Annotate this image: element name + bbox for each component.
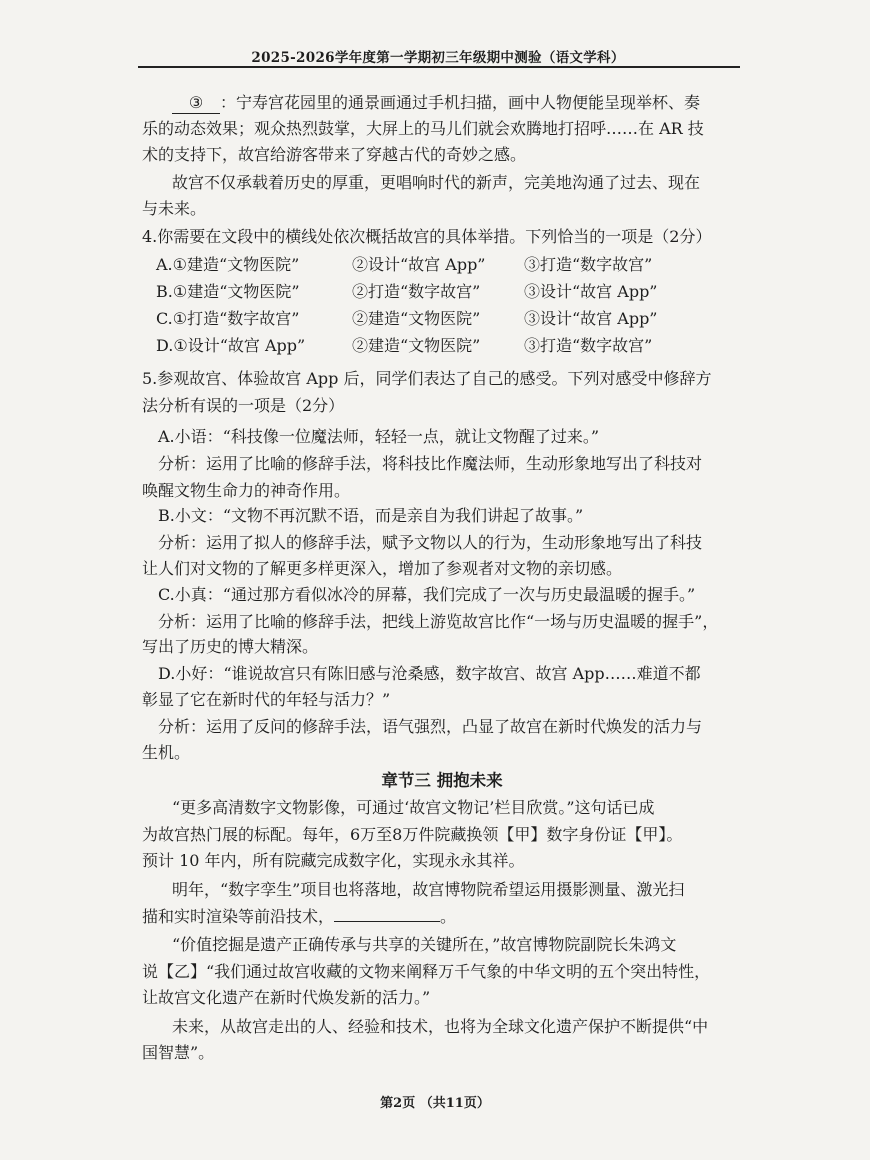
ch3-p1-line-2: 为故宫热门展的标配。每年，6万至8万件院藏换领【甲】数字身份证【甲】。: [142, 825, 683, 844]
ch3-p3-line-3: 让故宫文化遗产在新时代焕发新的活力。”: [142, 988, 431, 1007]
q5-option-d-analysis: 分析：运用了反问的修辞手法，语气强烈，凸显了故宫在新时代焕发的活力与: [158, 717, 703, 736]
chapter-3-title: 章节三 拥抱未来: [381, 771, 503, 790]
q5-option-a-analysis: 分析：运用了比喻的修辞手法，将科技比作魔法师，生动形象地写出了科技对: [158, 454, 703, 473]
intro-line-5: 与未来。: [142, 199, 207, 218]
q5-option-b-analysis: 分析：运用了拟人的修辞手法，赋予文物以人的行为，生动形象地写出了科技: [158, 533, 703, 552]
intro-line-2: 乐的动态效果；观众热烈鼓掌，大屏上的马儿们就会欢腾地打招呼……在 AR 技: [142, 119, 704, 138]
q5-option-d-quote: D.小好：“谁说故宫只有陈旧感与沧桑感，数字故宫、故宫 App……难道不都: [158, 664, 701, 683]
q4-stem: 4.你需要在文段中的横线处依次概括故宫的具体举措。下列恰当的一项是（2分）: [142, 227, 712, 246]
intro-line-1: ③ ：宁寿宫花园里的通景画通过手机扫描，画中人物便能呈现举杯、奏: [172, 90, 772, 116]
q5-option-c-quote: C.小真：“通过那方看似冰冷的屏幕，我们完成了一次与历史最温暖的握手。”: [158, 585, 696, 604]
page-header: 2025-2026学年度第一学期初三年级期中测验（语文学科）: [251, 50, 625, 66]
ch3-p1-line-3: 预计 10 年内，所有院藏完成数字化，实现永永其祥。: [142, 851, 525, 870]
page-footer: 第2页 （共11页）: [380, 1096, 490, 1111]
answer-blank[interactable]: [334, 907, 440, 922]
q5-option-b-quote: B.小文：“文物不再沉默不语，而是亲自为我们讲起了故事。”: [158, 506, 584, 525]
intro-line-4: 故宫不仅承载着历史的厚重，更唱响时代的新声，完美地沟通了过去、现在: [172, 173, 701, 192]
ch3-p4-line-1: 未来，从故宫走出的人、经验和技术，也将为全球文化遗产保护不断提供“中: [172, 1017, 709, 1036]
q5-option-c-analysis: 分析：运用了比喻的修辞手法，把线上游览故宫比作“一场与历史温暖的握手”，: [158, 612, 719, 631]
q5-stem-line-1: 5.参观故宫、体验故宫 App 后，同学们表达了自己的感受。下列对感受中修辞方: [142, 369, 712, 388]
blank-3-label: ③: [172, 93, 220, 114]
q5-option-a-analysis-cont: 唤醒文物生命力的神奇作用。: [142, 481, 351, 500]
ch3-p2-line-1: 明年，“数字孪生”项目也将落地，故宫博物院希望运用摄影测量、激光扫: [172, 880, 685, 899]
q5-option-b-analysis-cont: 让人们对文物的了解更多样更深入，增加了参观者对文物的亲切感。: [142, 559, 623, 578]
ch3-p3-line-1: “价值挖掘是遗产正确传承与共享的关键所在，”故宫博物院副院长朱鸿文: [172, 935, 677, 954]
header-divider: [138, 66, 740, 68]
q5-option-a-quote: A.小语：“科技像一位魔法师，轻轻一点，就让文物醒了过来。”: [158, 427, 600, 446]
exam-page: 2025-2026学年度第一学期初三年级期中测验（语文学科） ③ ：宁寿宫花园里的通景画通过手机扫描，画中人物便能呈现举杯、奏 乐的动态效果；观众热烈鼓掌，大屏上的马儿们就会欢腾地打招呼……在 AR 技 术的支持下，故宫给游客带来了穿越古代的奇妙之感。 故宫不仅承载着历史的厚重，更唱响时代的新声，完美地沟通了过去、现在 与未来。 4.你需要在文段中的横线处依次概括故宫的具体举措。下列恰当的一项是（2分） A.①建造“文物医院” ②设计“故宫 App” ③打造“数字故宫” B.①建造“文物医院” ②打造“数字故宫” ③设计“故宫 App” C.①打造“数字故宫” ②建造“文物医院” ③设计“故宫 App” D.①设计“故宫 App” ②建造“文物医院” ③打造“数字故宫” 5.参观故宫、体验故宫 App 后，同学们表达了自己的感受。下列对感受中修辞方 法分析有误的一项是（2分） A.小语：“科技像一位魔法师，轻轻一点，就让文物醒了过来。” 分析：运用了比喻的修辞手法，将科技比作魔法师，生动形象地写出了科技对 唤醒文物生命力的神奇作用。 B.小文：“文物不再沉默不语，而是亲自为我们讲起了故事。” 分析：运用了拟人的修辞手法，赋予文物以人的行为，生动形象地写出了科技 让人们对文物的了解更多样更深入，增加了参观者对文物的亲切感。 C.小真：“通过那方看似冰冷的屏幕，我们完成了一次与历史最温暖的握手。” 分析：运用了比喻的修辞手法，把线上游览故宫比作“一场与历史温暖的握手”， 写出了历史的博大精深。 D.小好：“谁说故宫只有陈旧感与沧桑感，数字故宫、故宫 App……难道不都 彰显了它在新时代的年轻与活力？” 分析：运用了反问的修辞手法，语气强烈，凸显了故宫在新时代焕发的活力与 生机。 章节三 拥抱未来 “更多高清数字文物影像，可通过‘故宫文物记’栏目欣赏。”这句话已成 为故宫热门展的标配。每年，6万至8万件院藏换领【甲】数字身份证【甲】。 预计 10 年内，所有院藏完成数字化，实现永永其祥。 明年，“数字孪生”项目也将落地，故宫博物院希望运用摄影测量、激光扫 描和实时渲染等前沿技术， 。 “价值挖掘是遗产正确传承与共享的关键所在，”故宫博物院副院长朱鸿文 说【乙】“我们通过故宫收藏的文物来阐释万千气象的中华文明的五个突出特性， 让故宫文化遗产在新时代焕发新的活力。” 未来，从故宫走出的人、经验和技术，也将为全球文化遗产保护不断提供“中 国智慧”。 第2页 （共11页）: [0, 0, 870, 1160]
ch3-p4-line-2: 国智慧”。: [142, 1043, 215, 1062]
ch3-p2-line-2: 描和实时渲染等前沿技术， 。: [142, 907, 457, 926]
ch3-p1-line-1: “更多高清数字文物影像，可通过‘故宫文物记’栏目欣赏。”这句话已成: [172, 798, 655, 817]
ch3-p3-line-2: 说【乙】“我们通过故宫收藏的文物来阐释万千气象的中华文明的五个突出特性，: [142, 962, 711, 981]
q5-stem-line-2: 法分析有误的一项是（2分）: [142, 396, 345, 415]
q5-option-c-analysis-cont: 写出了历史的博大精深。: [142, 637, 319, 656]
intro-line-3: 术的支持下，故宫给游客带来了穿越古代的奇妙之感。: [142, 145, 527, 164]
q5-option-d-analysis-cont: 生机。: [142, 743, 191, 762]
q5-option-d-quote-cont: 彰显了它在新时代的年轻与活力？”: [142, 690, 391, 709]
